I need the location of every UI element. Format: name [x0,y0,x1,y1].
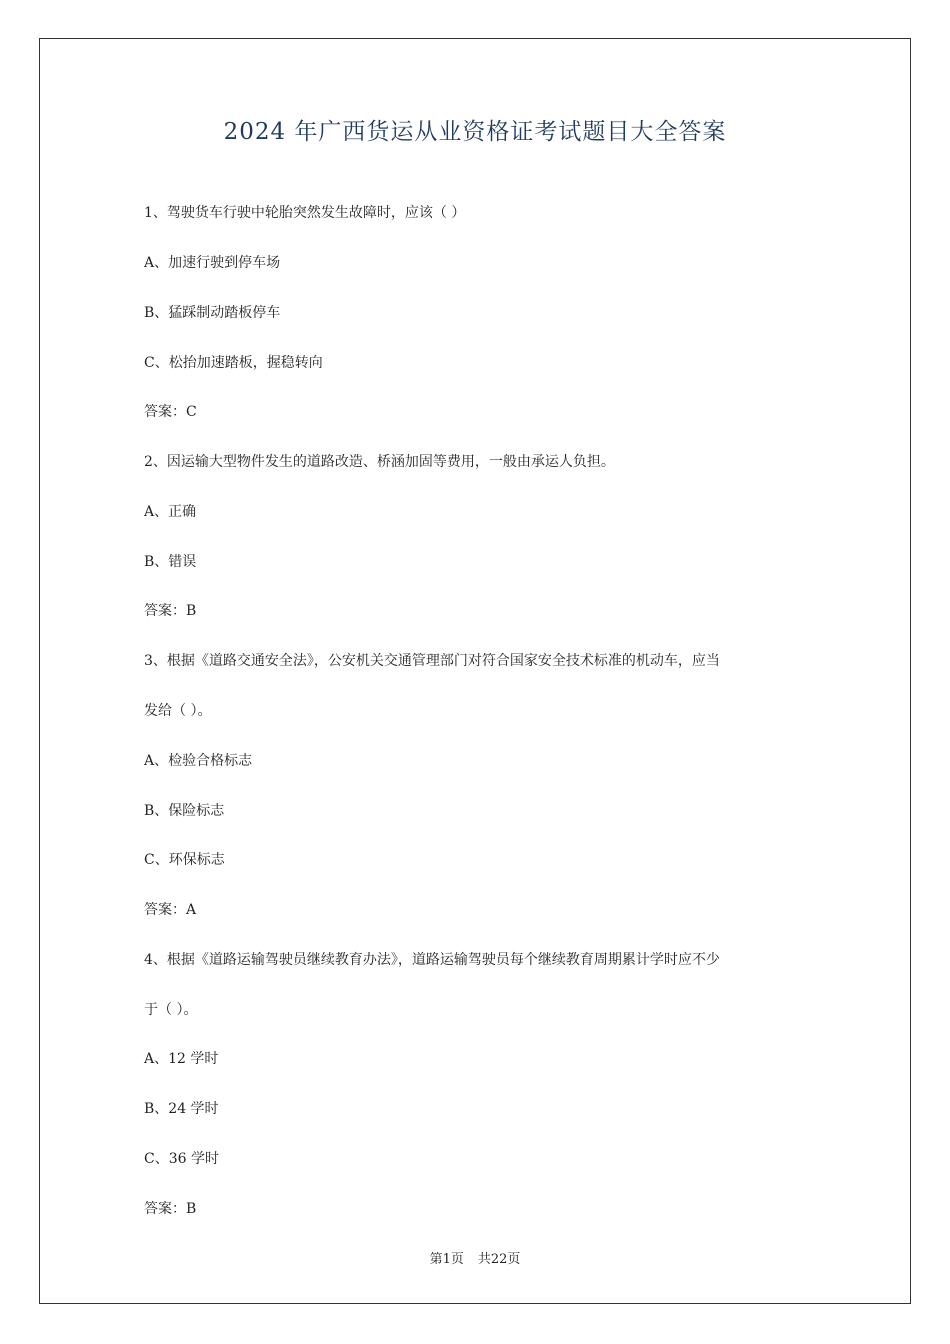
question-3-text: 3、根据《道路交通安全法》，公安机关交通管理部门对符合国家安全技术标准的机动车，应当 [144,653,720,669]
question-4-text-continued: 于（ ）。 [144,1002,198,1018]
question-3-option-c: C、环保标志 [144,852,225,868]
question-4-option-a: A、12 学时 [144,1051,219,1067]
question-4-option-b: B、24 学时 [144,1101,219,1117]
page-footer [0,1248,950,1267]
question-4-option-c: C、36 学时 [144,1151,219,1167]
question-1-option-b: B、猛踩制动踏板停车 [144,305,281,321]
question-3-answer: 答案：A [144,902,197,918]
question-3-text-continued: 发给（ ）。 [144,703,212,719]
question-2-answer: 答案：B [144,603,197,619]
question-1-text: 1、驾驶货车行驶中轮胎突然发生故障时，应该（ ） [144,205,466,221]
question-2-option-b: B、错误 [144,554,197,570]
question-1-answer: 答案：C [144,404,197,420]
question-3-option-b: B、保险标志 [144,803,225,819]
question-2-option-a: A、正确 [144,504,197,520]
question-1-option-c: C、松抬加速踏板，握稳转向 [144,355,323,371]
question-2-text: 2、因运输大型物件发生的道路改造、桥涵加固等费用，一般由承运人负担。 [144,454,615,470]
document-title: 2024 年广西货运从业资格证考试题目大全答案 [223,119,727,145]
page-number: 第1页 [429,1252,464,1267]
question-3-option-a: A、检验合格标志 [144,753,253,769]
question-4-answer: 答案：B [144,1201,197,1217]
page-total: 共22页 [477,1252,521,1267]
question-4-text: 4、根据《道路运输驾驶员继续教育办法》，道路运输驾驶员每个继续教育周期累计学时应不少 [144,952,720,968]
question-1-option-a: A、加速行驶到停车场 [144,255,281,271]
